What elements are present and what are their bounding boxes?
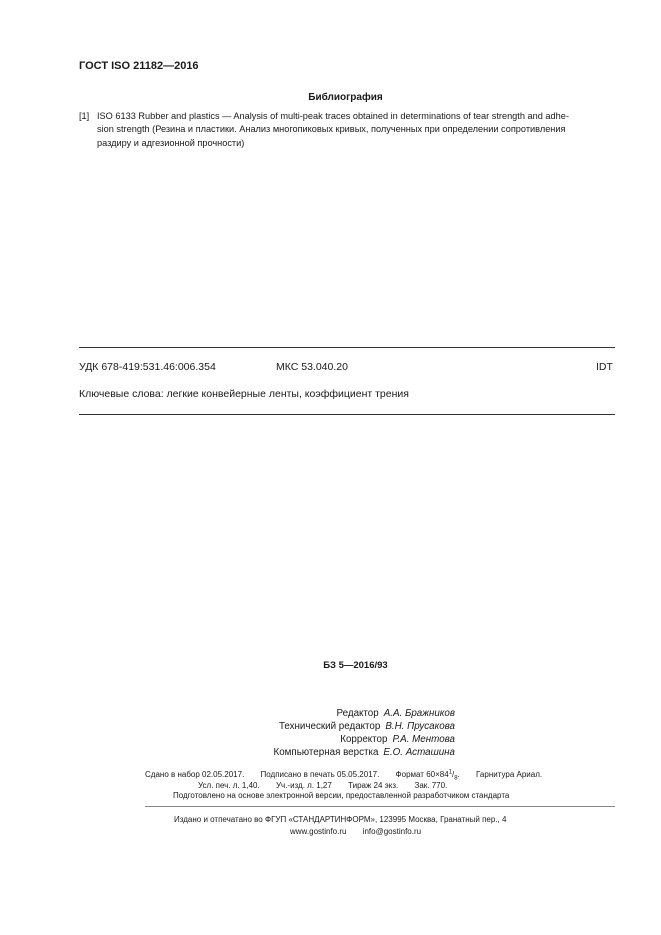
mks-code: МКС 53.040.20 bbox=[276, 361, 348, 373]
website-link[interactable]: www.gostinfo.ru bbox=[290, 827, 347, 836]
publication-line-2 bbox=[198, 781, 461, 790]
keywords: Ключевые слова: легкие конвейерные ленты, коэффициент трения bbox=[79, 388, 409, 400]
staff-name: Е.О. Асташина bbox=[383, 747, 455, 758]
staff-layout bbox=[274, 747, 456, 758]
publication-sheets: Уч.-изд. л. 1,27 bbox=[275, 781, 332, 790]
staff-role: Редактор bbox=[336, 708, 379, 719]
publication-note: Подготовлено на основе электронной версии, предоставленной разработчиком стандарта bbox=[173, 791, 510, 800]
bibliography-entry-line: раздиру и адгезионной прочности) bbox=[97, 137, 245, 148]
divider bbox=[79, 414, 615, 415]
udk-code: УДК 678-419:531.46:006.354 bbox=[79, 361, 216, 373]
staff-role: Корректор bbox=[340, 734, 388, 745]
typeface: Гарнитура Ариал. bbox=[476, 769, 543, 779]
email-link[interactable]: info@gostinfo.ru bbox=[362, 827, 422, 836]
idt-code: IDT bbox=[596, 361, 613, 373]
bibliography-entry bbox=[79, 110, 615, 150]
staff-corrector bbox=[340, 734, 455, 745]
bibliography-entry-line: sion strength (Резина и пластики. Анализ многопиковых кривых, полученных при определении сопротивления bbox=[97, 124, 566, 135]
print-sheets: Усл. печ. л. 1,40. bbox=[198, 781, 260, 790]
bibliography-title: Библиография bbox=[308, 92, 383, 103]
staff-name: В.Н. Прусакова bbox=[385, 721, 455, 732]
staff-editor bbox=[337, 708, 455, 719]
bibliography-entry-number: [1] bbox=[79, 111, 90, 121]
staff-role: Компьютерная верстка bbox=[273, 747, 379, 758]
bibliography-entry-line: ISO 6133 Rubber and plastics — Analysis of multi-peak traces obtained in determinations of tear strength and adhe- bbox=[97, 111, 569, 121]
paper-format: Формат $60\times 84^1/_8$. bbox=[395, 769, 460, 782]
document-header: ГОСТ ISO 21182—2016 bbox=[79, 60, 199, 72]
staff-role: Технический редактор bbox=[278, 721, 381, 732]
order-number: Зак. 770. bbox=[414, 781, 448, 790]
staff-tech-editor bbox=[279, 721, 455, 732]
publication-line-1 bbox=[145, 769, 556, 781]
publisher-info: Издано и отпечатано во ФГУП «СТАНДАРТИНФОРМ», 123995 Москва, Гранатный пер., 4 bbox=[174, 815, 507, 824]
divider bbox=[79, 347, 615, 348]
staff-name: Р.А. Ментова bbox=[392, 734, 455, 745]
signed-date: Подписано в печать 05.05.2017. bbox=[260, 769, 380, 779]
sent-date: Сдано в набор 02.05.2017. bbox=[145, 769, 245, 779]
print-run: Тираж 24 экз. bbox=[348, 781, 399, 790]
bz-number: БЗ 5—2016/93 bbox=[323, 660, 388, 671]
staff-name: А.А. Бражников bbox=[383, 708, 455, 719]
publisher-contacts bbox=[290, 827, 435, 836]
divider bbox=[145, 806, 615, 807]
